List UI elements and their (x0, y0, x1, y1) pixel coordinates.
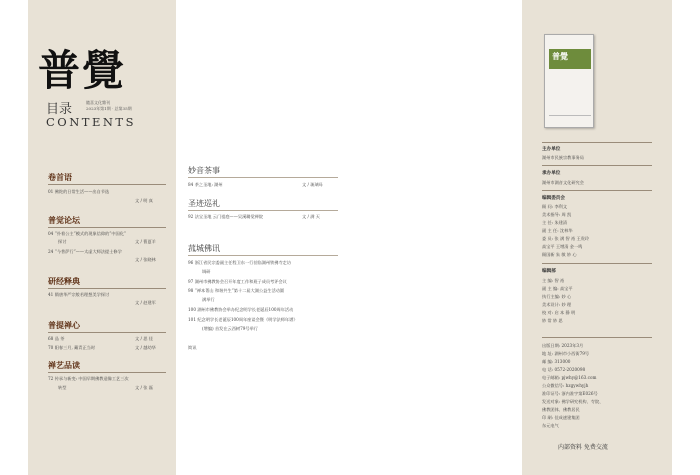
editorial-line: 副 主 任: 沈林华 (542, 228, 573, 233)
toc-left-panel (28, 0, 176, 475)
toc-author: 文 / 张晓林 (135, 257, 156, 262)
toc-item[interactable]: 97 湖州市佛教协会召开年度工作和班子成员考评会议 (188, 279, 287, 284)
toc-middle-panel (176, 0, 522, 475)
section-divider (48, 288, 166, 289)
toc-item-cont: 转型 (58, 385, 67, 390)
section-divider (48, 372, 166, 373)
section-title: 研经释典 (48, 276, 80, 286)
section-divider (188, 255, 338, 256)
pub-line: 电子邮箱: pjwhy@163.com (542, 375, 597, 380)
dept-line: 妙 常 妙 思 (542, 318, 563, 323)
organizer-label: 承办单位 (542, 171, 561, 176)
dept-line: 校 对: 启 本 静 明 (542, 310, 576, 315)
cover-thumbnail[interactable] (544, 34, 594, 128)
divider (542, 142, 652, 143)
pub-line: 佛教团体、佛教居民 (542, 407, 580, 412)
section-title: 禅艺品读 (48, 360, 80, 370)
host-value: 湖州市民族宗教事务局 (542, 155, 584, 160)
toc-author: 文 / 张 磊 (135, 385, 153, 390)
toc-item-cont: 调研 (202, 269, 211, 274)
editorial-line: 高宝平 王增清 金一鸣 (542, 244, 583, 249)
masthead-panel (522, 0, 672, 475)
page-margin-right (672, 0, 700, 475)
dept-line: 副 主 编: 高宝平 (542, 286, 573, 291)
toc-author: 文 / 满 天 (302, 214, 320, 219)
toc-item[interactable]: 24 “今普萨行”——太虚大师法提士修学 (48, 249, 122, 254)
divider (542, 263, 652, 264)
pub-line: 准印证号: 浙内准字第E026号 (542, 391, 598, 396)
section-divider (188, 177, 338, 178)
toc-author: 文 / 思 佳 (135, 336, 153, 341)
section-title: 普觉论坛 (48, 215, 80, 225)
pub-line: 出版日期: 2023年3月 (542, 343, 584, 348)
section-title: 菰城佛讯 (188, 244, 220, 253)
toc-item[interactable]: 92 法宝圣地 云门祖庭——吴溪璐觉禅院 (188, 214, 264, 219)
pub-line: 邮 编: 313000 (542, 359, 571, 364)
dept-line: 美术设计: 妙 理 (542, 302, 572, 307)
toc-author: 文 / 明 真 (135, 198, 153, 203)
toc-title: 目录 (46, 102, 73, 117)
toc-english-title: CONTENTS (46, 115, 136, 129)
section-title: 普提禅心 (48, 320, 80, 330)
divider (542, 190, 652, 191)
organizer-value: 湖州市湖音文化研究会 (542, 180, 584, 185)
toc-author: 文 / 赵建军 (135, 300, 156, 305)
editorial-label: 编辑委员会 (542, 196, 565, 201)
section-title: 妙音茶事 (188, 166, 220, 175)
toc-item-cont: 探讨 (58, 239, 67, 244)
toc-item[interactable]: 84 茶之圣地: 湖州 (188, 182, 223, 187)
toc-item-cont: 满举行 (202, 297, 215, 302)
distribution-note: 内部资料 免费交流 (558, 444, 608, 451)
editorial-line: 顾 问: 李利文 (542, 204, 568, 209)
toc-item[interactable]: 01 佛陀的日常生活——出自节选 (48, 189, 110, 194)
page-margin-left (0, 0, 28, 475)
toc-item[interactable]: 96 浙江省民宗委副主任程卫东一行莅临湖州铁佛寺走访 (188, 260, 292, 265)
editorial-line: 顾国新 朱 敏 妙 心 (542, 252, 577, 257)
pub-line: 公众微信号: hzgywhyjh (542, 383, 589, 388)
editorial-line: 美术指导: 周 凯 (542, 212, 572, 217)
pub-line: 发送对象: 佛学研究机构、寺院、 (542, 399, 604, 404)
pub-line: 电 话: 0572-2020098 (542, 367, 586, 372)
section-divider (48, 184, 166, 185)
section-title: 卷首语 (48, 172, 72, 182)
divider (542, 165, 652, 166)
toc-item[interactable]: 98 “禅本菁山 和谐共生”第十二届大湖公益生活动圆 (188, 288, 285, 293)
toc-item[interactable]: 70 阳春三月, 藏青正当时 (48, 345, 96, 350)
host-label: 主办单位 (542, 147, 561, 152)
toc-item[interactable]: 100 湖州市佛教协会举办纪念明学长老诞辰100周年活动 (188, 307, 294, 312)
dept-label: 编辑部 (542, 269, 556, 274)
cover-rule (549, 115, 591, 116)
section-divider (48, 227, 166, 228)
pub-line: 东元电气 (542, 423, 559, 428)
toc-item[interactable]: 68 品 茶 (48, 336, 65, 341)
toc-item[interactable]: 72 传承与新变: 中国早期佛教造像工艺三次 (48, 376, 129, 381)
toc-item[interactable]: 101 纪念明学长老诞辰100周年座谈会暨《明学法师年谱》 (188, 317, 298, 322)
section-divider (188, 210, 338, 211)
toc-item[interactable]: 04 “扑着公主”模式的现象信仰的“中国化” (48, 231, 127, 236)
cover-title: 普覺 (552, 51, 568, 61)
toc-subtitle: 隨喜文化雜刊 2023年第1期 · 总第35期 (86, 100, 132, 111)
toc-item-cont: (增编) 首发在云西树79号举行 (202, 326, 258, 331)
section-title: 圣迹巡礼 (188, 199, 220, 208)
dept-line: 执行主编: 妙 心 (542, 294, 572, 299)
section-divider (48, 332, 166, 333)
toc-item[interactable]: 41 隋唐华严宗般若理想美学探讨 (48, 292, 110, 297)
divider (542, 337, 652, 338)
pub-line: 印 刷: 佳成速建集团 (542, 415, 580, 420)
news-brief[interactable]: 简讯 (188, 345, 197, 350)
toc-author: 文 / 曹夏羊 (135, 239, 156, 244)
toc-author: 文 / 琉璃母 (302, 182, 323, 187)
dept-line: 主 编: 智 裕 (542, 278, 565, 283)
editorial-line: 委 员: 张 满 智 裕 王贵玲 (542, 236, 590, 241)
magazine-logo: 普覺 (38, 46, 127, 95)
toc-author: 文 / 越幼华 (135, 345, 156, 350)
pub-line: 地 址: 湖州市小西街79号 (542, 351, 590, 356)
editorial-line: 主 任: 朱建清 (542, 220, 568, 225)
